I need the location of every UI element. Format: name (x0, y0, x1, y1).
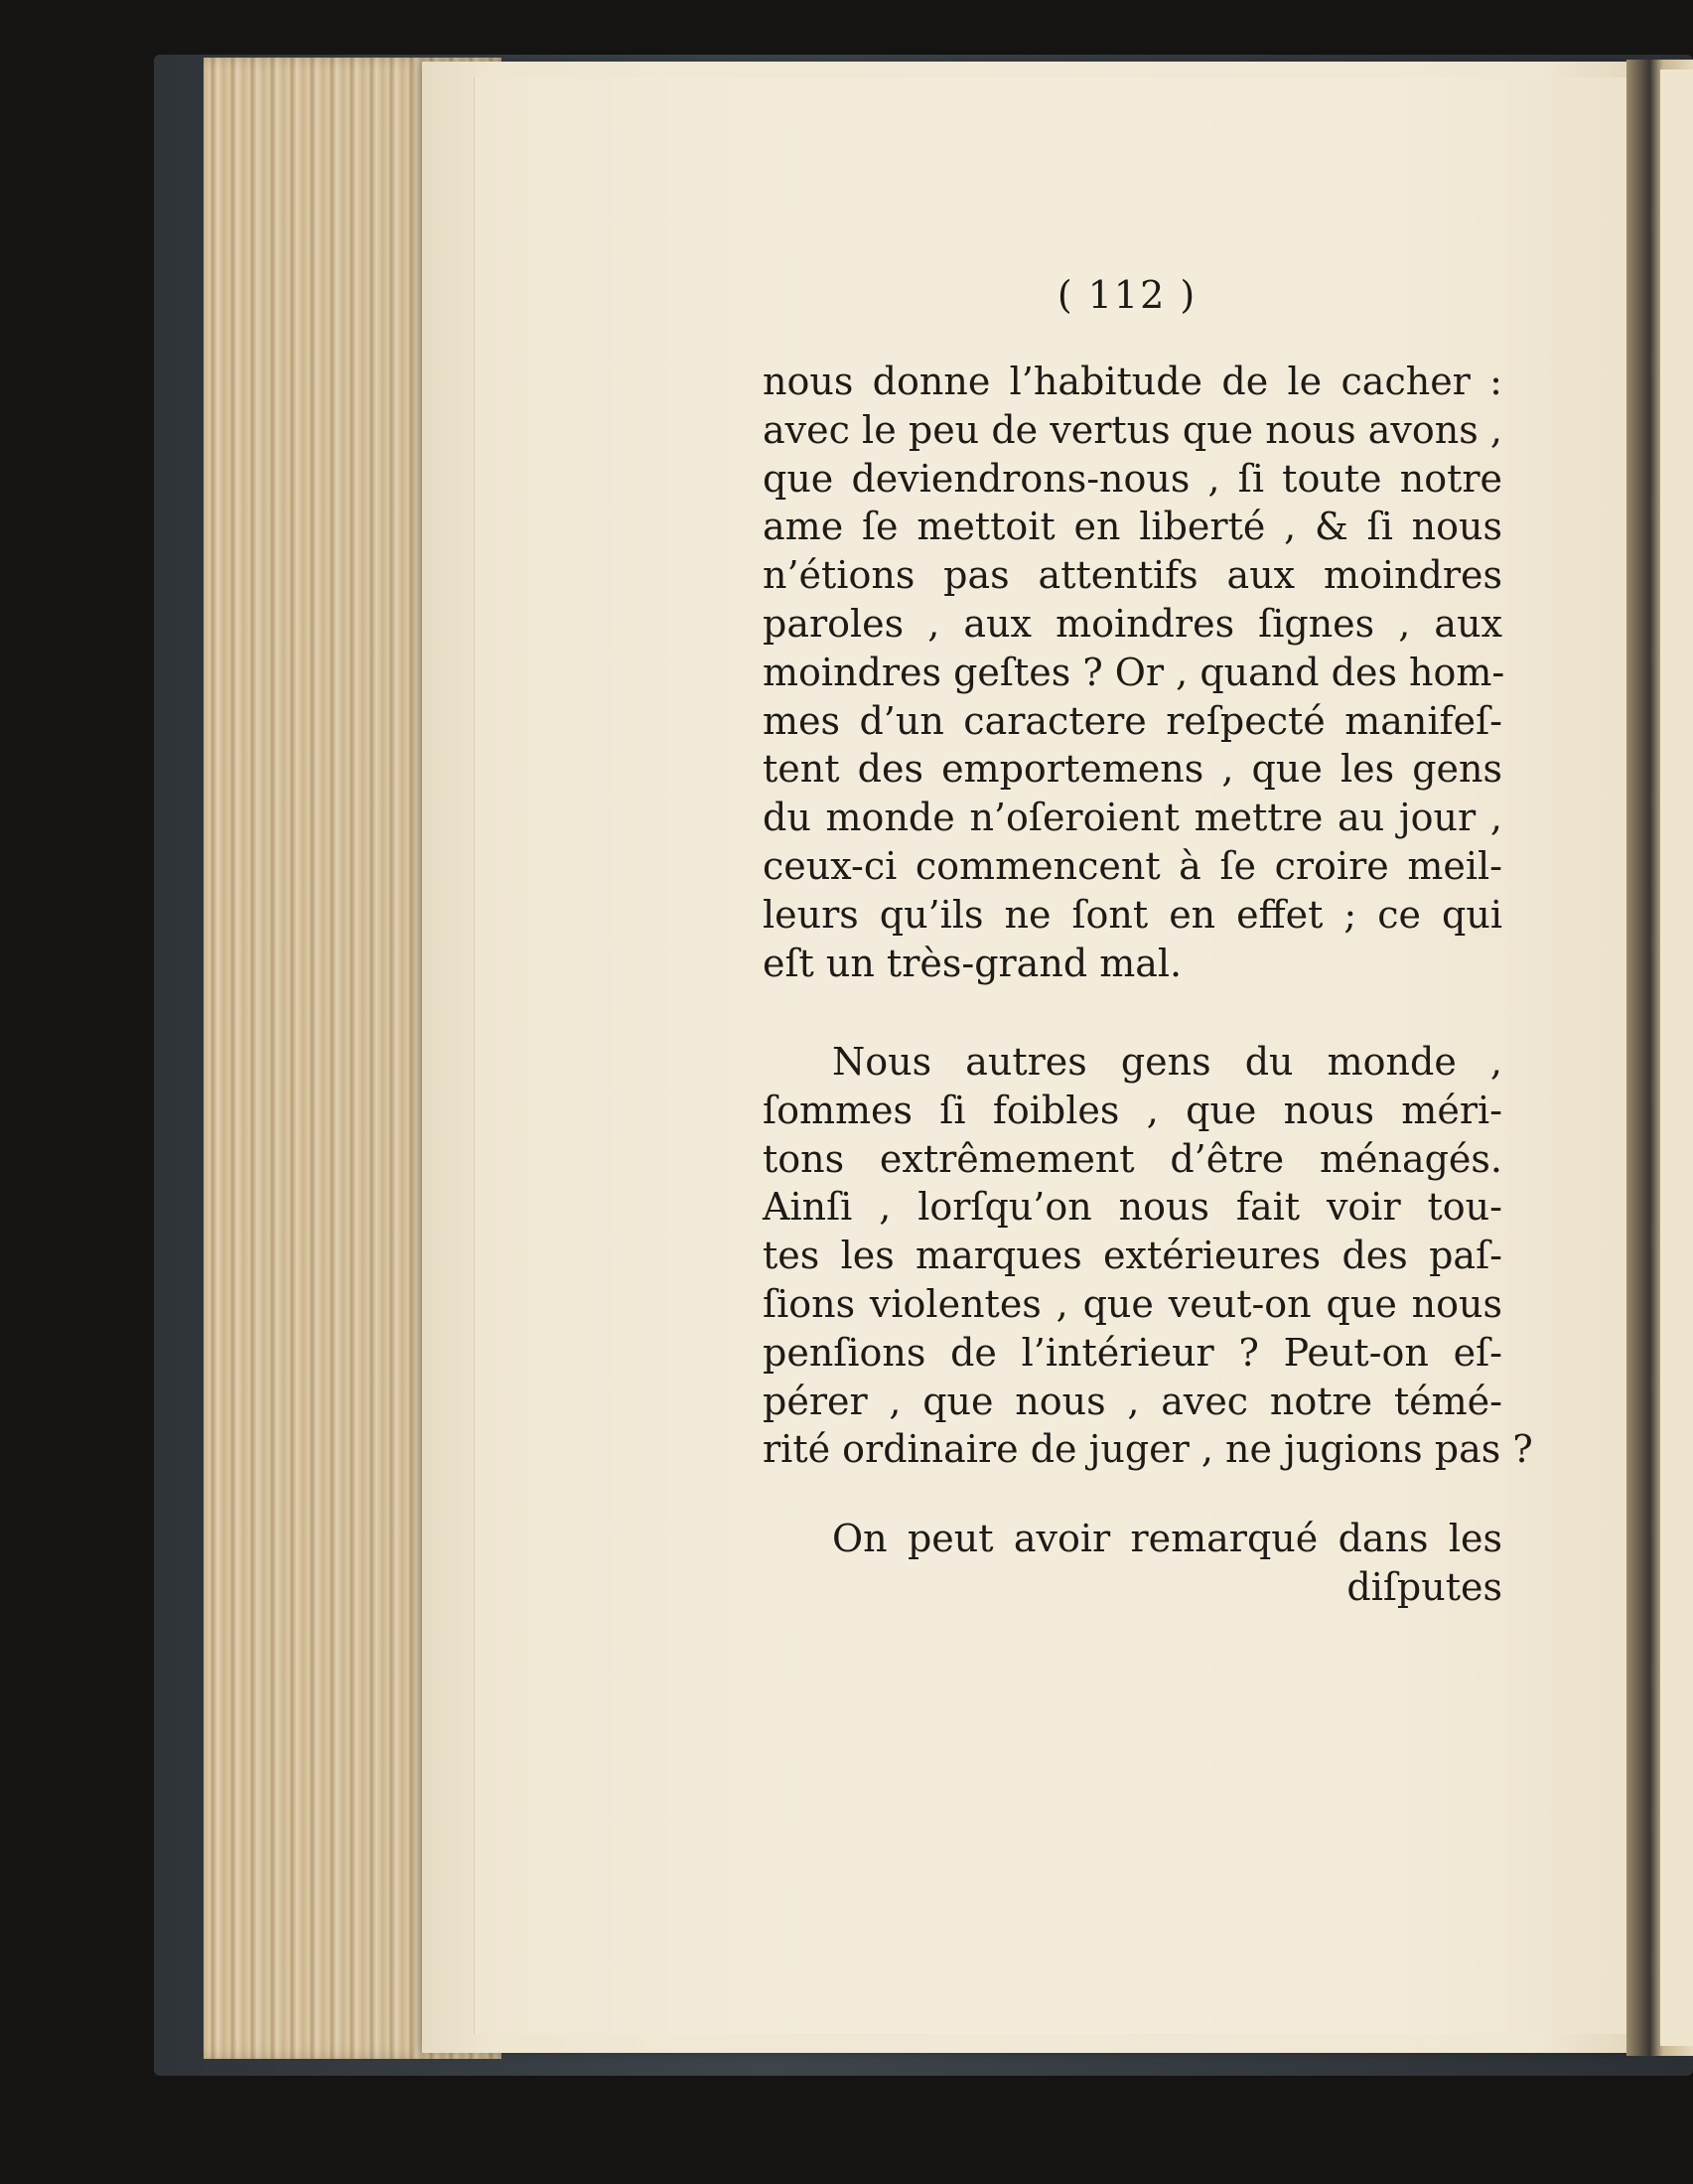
text-line: On peut avoir remarqué dans les (832, 1517, 1502, 1560)
text-line: que deviendrons-nous , ſi toute notre (763, 456, 1502, 501)
text-line: Nous autres gens du monde , (832, 1040, 1502, 1084)
text-line: n’étions pas attentifs aux moindres (763, 553, 1502, 598)
text-line: du monde n’oſeroient mettre au jour , (763, 796, 1502, 840)
text-line: mes d’un caractere reſpecté manifeſ- (763, 698, 1502, 743)
text-line: moindres geſtes ? Or , quand des hom- (763, 650, 1505, 694)
text-line: tes les marques extérieures des paſ- (763, 1234, 1502, 1278)
paragraph-3 (763, 1515, 1502, 1612)
text-line: paroles , aux moindres ſignes , aux (763, 601, 1502, 646)
facing-page-edge (1660, 70, 1693, 2046)
text-line: Ainſi , lorſqu’on nous fait voir tou- (763, 1185, 1502, 1230)
text-line: avec le peu de vertus que nous avons , (763, 407, 1502, 452)
paragraph-1 (763, 358, 1505, 987)
text-line: ſions violentes , que veut-on que nous (763, 1281, 1502, 1326)
text-line: rité ordinaire de juger , ne jugions pas ? (763, 1427, 1533, 1472)
paragraph-2 (763, 1038, 1533, 1474)
text-line: pérer , que nous , avec notre témé- (763, 1379, 1502, 1423)
text-line: penſions de l’intérieur ? Peut-on eſ- (763, 1330, 1502, 1375)
text-line: ame ſe mettoit en liberté , & ſi nous (763, 505, 1502, 549)
text-line: ceux-ci commencent à ſe croire meil- (763, 843, 1502, 888)
text-line: leurs qu’ils ne ſont en effet ; ce qui (763, 892, 1502, 937)
text-line: tent des emportemens , que les gens (763, 747, 1502, 792)
text-line: eſt un très-grand mal. (763, 941, 1183, 985)
page-number: ( 112 ) (1057, 273, 1198, 317)
text-line: ſommes ſi foibles , que nous méri- (763, 1088, 1502, 1132)
text-line: tons extrêmement d’être ménagés. (763, 1136, 1502, 1181)
text-line: nous donne l’habitude de le cacher : (763, 360, 1502, 403)
catchword: diſputes (1346, 1564, 1502, 1609)
